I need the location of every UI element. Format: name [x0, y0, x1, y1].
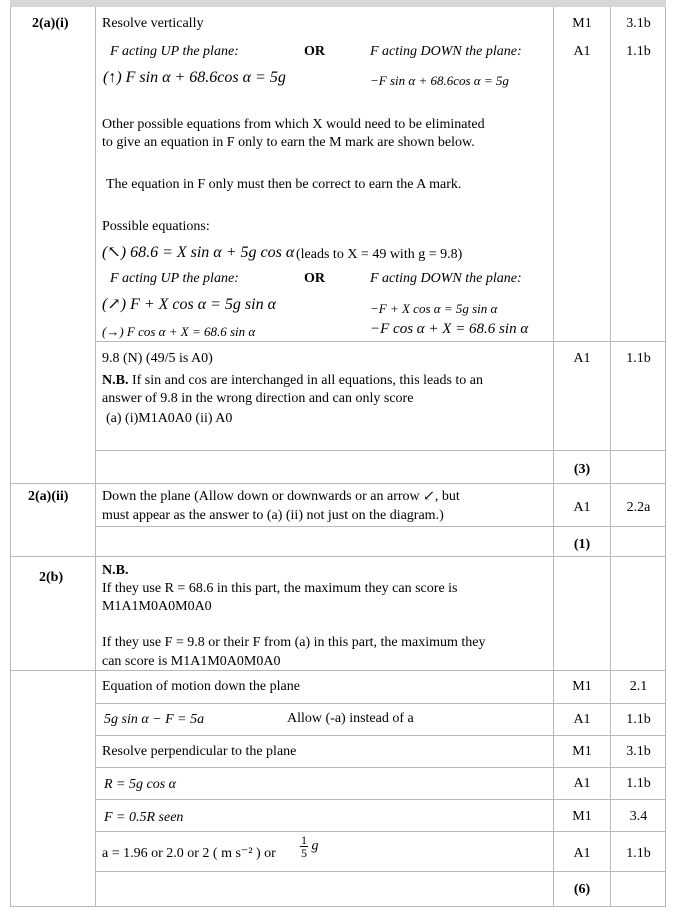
question-label: 2(a)(ii) [28, 489, 69, 504]
up-heading: F acting UP the plane: [110, 44, 239, 59]
note-text: (leads to X = 49 with g = 9.8) [296, 247, 463, 262]
total-marks: (3) [573, 462, 591, 477]
ao-code: 2.2a [626, 500, 651, 515]
nb-line: If they use F = 9.8 or their F from (a) in this part, the maximum they [102, 635, 486, 650]
fraction-suffix: g [311, 838, 319, 854]
equation: (↗) F + X cos α = 5g sin α [102, 296, 276, 313]
mark-code: M1 [572, 679, 592, 694]
row-divider [10, 483, 666, 484]
col-divider [610, 7, 611, 907]
ao-code: 2.1 [629, 679, 648, 694]
down-heading: F acting DOWN the plane: [370, 271, 522, 286]
row-divider [10, 556, 666, 557]
mark-code: A1 [573, 351, 591, 366]
or-label: OR [304, 271, 325, 286]
note-text: to give an equation in F only to earn the M mark are shown below. [102, 135, 475, 150]
ao-code: 3.1b [626, 744, 651, 759]
col-divider [95, 7, 96, 907]
method-text: Down the plane (Allow down or downwards or an arrow ↙, but [102, 489, 460, 504]
nb-line: answer of 9.8 in the wrong direction and can only score [102, 391, 414, 406]
nb-label: N.B. [102, 373, 129, 388]
row-divider [95, 703, 666, 704]
mark-code: A1 [573, 776, 591, 791]
total-marks: (1) [573, 537, 591, 552]
row-divider [10, 670, 666, 671]
nb-line: If they use R = 68.6 in this part, the maximum they can score is [102, 581, 458, 596]
note-text: Other possible equations from which X would need to be eliminated [102, 117, 485, 132]
total-marks: (6) [573, 882, 591, 897]
nb-line: can score is M1A1M0A0M0A0 [102, 654, 281, 669]
fraction-one-fifth: $\frac{1}{5}$ [301, 833, 307, 860]
step-text: F = 0.5R seen [104, 810, 184, 825]
row-divider [95, 831, 666, 832]
row-divider [10, 906, 666, 907]
equation: (→) F cos α + X = 68.6 sin α [102, 324, 256, 339]
table-top-band [10, 0, 666, 7]
row-divider [95, 341, 666, 342]
mark-code: M1 [572, 744, 592, 759]
step-text: Equation of motion down the plane [102, 679, 300, 694]
step-text: 5g sin α − F = 5a [104, 712, 205, 727]
or-label: OR [304, 44, 325, 59]
nb-text [102, 372, 483, 389]
mark-code: M1 [572, 16, 592, 31]
ao-code: 1.1b [626, 846, 651, 861]
col-divider [553, 7, 554, 907]
fraction [300, 834, 319, 859]
step-note: Allow (-a) instead of a [287, 711, 414, 726]
nb-line: If sin and cos are interchanged in all equations, this leads to an [128, 373, 484, 388]
col-divider [10, 7, 11, 907]
row-divider [95, 450, 666, 451]
mark-code: A1 [573, 712, 591, 727]
equation: −F sin α + 68.6cos α = 5g [370, 73, 509, 88]
nb-label: N.B. [102, 563, 129, 578]
ao-code: 1.1b [626, 776, 651, 791]
nb-line: (a) (i)M1A0A0 (ii) A0 [106, 411, 233, 426]
up-heading: F acting UP the plane: [110, 271, 239, 286]
step-text: a = 1.96 or 2.0 or 2 ( m s⁻² ) or [102, 846, 276, 861]
method-text: must appear as the answer to (a) (ii) not just on the diagram.) [102, 508, 444, 523]
row-divider [95, 799, 666, 800]
question-label: 2(a)(i) [32, 16, 69, 31]
mark-code: A1 [573, 846, 591, 861]
step-text: R = 5g cos α [104, 777, 177, 792]
equation: (↑) F sin α + 68.6cos α = 5g [103, 69, 286, 86]
down-heading: F acting DOWN the plane: [370, 44, 522, 59]
ao-code: 3.4 [629, 809, 648, 824]
equation: −F cos α + X = 68.6 sin α [370, 321, 529, 337]
row-divider [95, 871, 666, 872]
nb-line: M1A1M0A0M0A0 [102, 599, 212, 614]
note-text: The equation in F only must then be correct to earn the A mark. [106, 177, 462, 192]
mark-code: A1 [573, 44, 591, 59]
answer-text: 9.8 (N) (49/5 is A0) [102, 351, 213, 366]
ao-code: 3.1b [626, 16, 651, 31]
step-text: Resolve perpendicular to the plane [102, 744, 297, 759]
row-divider [95, 767, 666, 768]
equation: −F + X cos α = 5g sin α [370, 301, 498, 316]
ao-code: 1.1b [626, 351, 651, 366]
row-divider [95, 526, 666, 527]
mark-code: M1 [572, 809, 592, 824]
row-divider [95, 735, 666, 736]
ao-code: 1.1b [626, 712, 651, 727]
mark-code: A1 [573, 500, 591, 515]
question-label: 2(b) [39, 570, 64, 585]
col-divider [665, 7, 666, 907]
method-text: Resolve vertically [102, 16, 204, 31]
equation: (↖) 68.6 = X sin α + 5g cos α [102, 244, 295, 261]
ao-code: 1.1b [626, 44, 651, 59]
note-text: Possible equations: [102, 219, 210, 234]
